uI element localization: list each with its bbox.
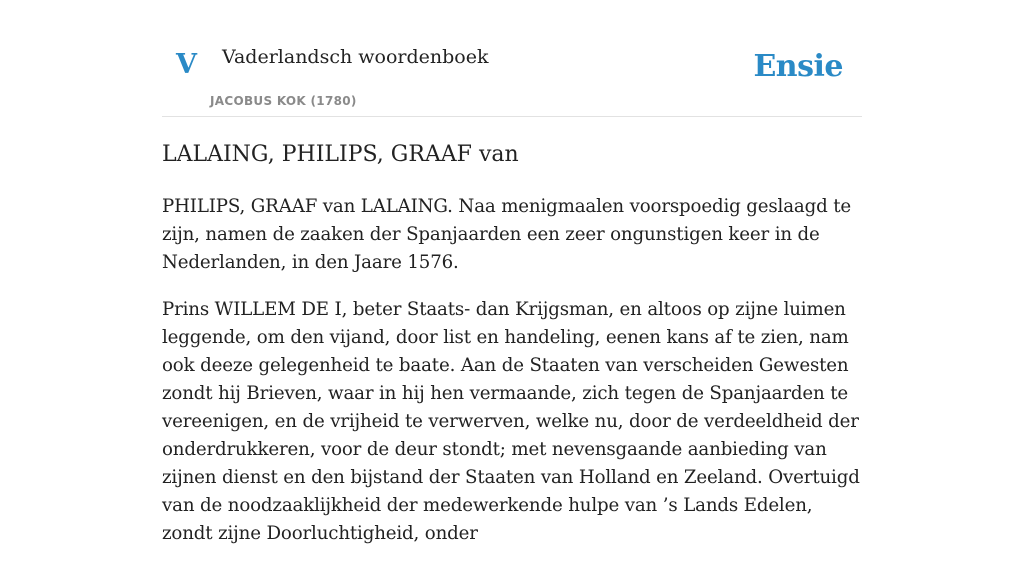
entry-article [162,139,862,567]
entry-paragraph-1: PHILIPS, GRAAF van LALAING. Naa menigmaalen voorspoedig geslaagd te zijn, namen de zaaken der Spanjaarden een zeer ongunstigen keer in de Nederlanden, in den Jaare 1576. [162,196,851,273]
entry-title: LALAING, PHILIPS, GRAAF van [162,142,519,167]
book-header [162,0,862,117]
book-title-link[interactable]: Vaderlandsch woordenboek [222,46,489,68]
book-letter-link[interactable]: V [176,49,197,80]
entry-paragraph-2: Prins WILLEM DE I, beter Staats- dan Krijgsman, en altoos op zijne luimen leggende, om den vijand, door list en handeling, eenen kans af te zien, nam ook deeze gelegenheid te baate. Aan de Staaten van verscheiden Gewesten zondt hij Brieven, waar in hij hen vermaande, zich tegen de Spanjaarden te vereenigen, en de vrijheid te verwerven, welke nu, door de verdeeldheid der onderdrukkeren, voor de deur stondt; met nevensgaande aanbieding van zijnen dienst en den bijstand der Staaten van Holland en Zeeland. Overtuigd van de noodzaaklijkheid der medewerkende hulpe van ’s Lands Edelen, zondt zijne Doorluchtigheid, onder [162,299,860,544]
book-author: JACOBUS KOK (1780) [210,94,357,108]
ensie-logo-link[interactable]: Ensie [753,49,843,84]
